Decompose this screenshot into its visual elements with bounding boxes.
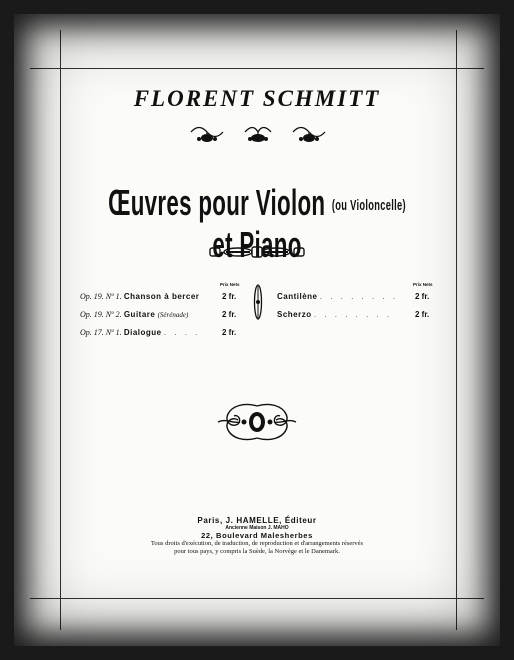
title-parenthetical: (ou Violoncelle) <box>331 196 406 214</box>
work-price: 2 fr. <box>222 310 237 319</box>
chain-ornament-icon <box>208 245 306 259</box>
top-frame-rule <box>30 68 484 69</box>
publisher-line: Paris, J. HAMELLE, Éditeur <box>197 516 317 525</box>
work-price: 2 fr. <box>415 310 430 319</box>
work-price: 2 fr. <box>222 328 237 337</box>
floral-ornament-top-icon <box>185 122 331 144</box>
opus-number: Op. 17. Nº 1. <box>80 328 122 337</box>
list-item <box>277 292 398 301</box>
bottom-frame-rule <box>30 598 484 599</box>
title-main-right: et Piano <box>212 224 302 265</box>
work-subtitle: (Sérénade) <box>157 311 189 319</box>
publisher-imprint <box>0 516 514 556</box>
price-header-left: Prix Nets <box>220 282 240 287</box>
rights-line-2: pour tous pays, y compris la Suède, la Norvège et le Danemark. <box>174 548 340 555</box>
composer-name: FLORENT SCHMITT <box>133 86 381 111</box>
title-main-left: Œuvres pour Violon <box>108 182 326 223</box>
list-item <box>277 310 392 319</box>
scroll-ornament-icon <box>214 400 300 444</box>
opus-number: Op. 19. Nº 2. <box>80 310 122 319</box>
rights-line-1: Tous droits d'exécution, de traduction, de reproduction et d'arrangements réservés <box>150 540 364 547</box>
list-item <box>80 292 199 301</box>
opus-number: Op. 19. Nº 1. <box>80 292 122 301</box>
work-price: 2 fr. <box>222 292 237 301</box>
list-item <box>80 328 200 337</box>
work-title: Chanson à bercer <box>123 292 200 301</box>
leader-dots: . . . . . . . . <box>319 292 399 301</box>
list-item <box>80 310 188 319</box>
leader-dots: . . . . . . . . <box>313 310 393 319</box>
former-house-line: Ancienne Maison J. MAHO <box>225 525 289 531</box>
work-price: 2 fr. <box>415 292 430 301</box>
leader-dots: . . . . <box>163 328 201 337</box>
price-header-right: Prix Nets <box>413 282 433 287</box>
work-title: Dialogue <box>123 328 162 337</box>
work-title: Guitare <box>123 310 156 319</box>
column-divider-ornament-icon <box>253 282 263 322</box>
work-title: Cantilène <box>277 292 318 301</box>
address-line: 22, Boulevard Malesherbes <box>201 531 313 540</box>
work-title: Scherzo <box>277 310 312 319</box>
